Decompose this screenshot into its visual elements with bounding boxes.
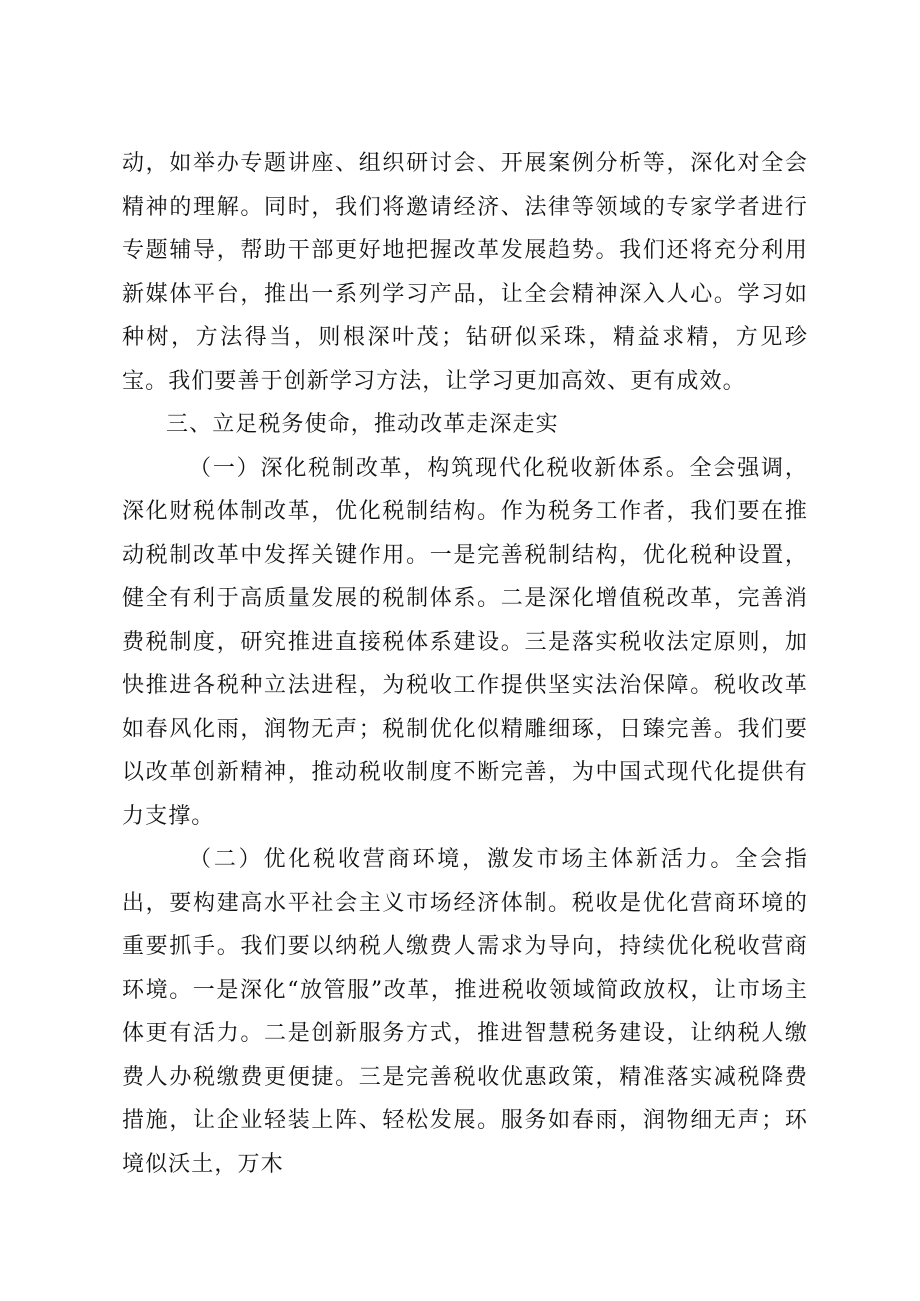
paragraph-subsection-1: （一）深化税制改革，构筑现代化税收新体系。全会强调，深化财税体制改革，优化税制结构。作为税务工作者，我们要在推动税制改革中发挥关键作用。一是完善税制结构，优化税种设置，健全有利于高质量发展的税制体系。二是深化增值税改革，完善消费税制度，研究推进直接税体系建设。三是落实税收法定原则，加快推进各税种立法进程，为税收工作提供坚实法治保障。税收改革如春风化雨，润物无声；税制优化似精雕细琢，日臻完善。我们要以改革创新精神，推动税收制度不断完善，为中国式现代化提供有力支撑。: [122, 455, 808, 829]
document-body: [122, 142, 808, 1186]
paragraph-continuation: 动，如举办专题讲座、组织研讨会、开展案例分析等，深化对全会精神的理解。同时，我们将邀请经济、法律等领域的专家学者进行专题辅导，帮助干部更好地把握改革发展趋势。我们还将充分利用新媒体平台，推出一系列学习产品，让全会精神深入人心。学习如种树，方法得当，则根深叶茂；钻研似采珠，精益求精，方见珍宝。我们要善于创新学习方法，让学习更加高效、更有成效。: [122, 151, 808, 394]
section-heading: 三、立足税务使命，推动改革走深走实: [166, 412, 559, 437]
paragraph-subsection-2: （二）优化税收营商环境，激发市场主体新活力。全会指出，要构建高水平社会主义市场经济体制。税收是优化营商环境的重要抓手。我们要以纳税人缴费人需求为导向，持续优化税收营商环境。一是深化“放管服”改革，推进税收领域简政放权，让市场主体更有活力。二是创新服务方式，推进智慧税务建设，让纳税人缴费人办税缴费更便捷。三是完善税收优惠政策，精准落实减税降费措施，让企业轻装上阵、轻松发展。服务如春雨，润物细无声；环境似沃土，万木: [122, 847, 808, 1177]
